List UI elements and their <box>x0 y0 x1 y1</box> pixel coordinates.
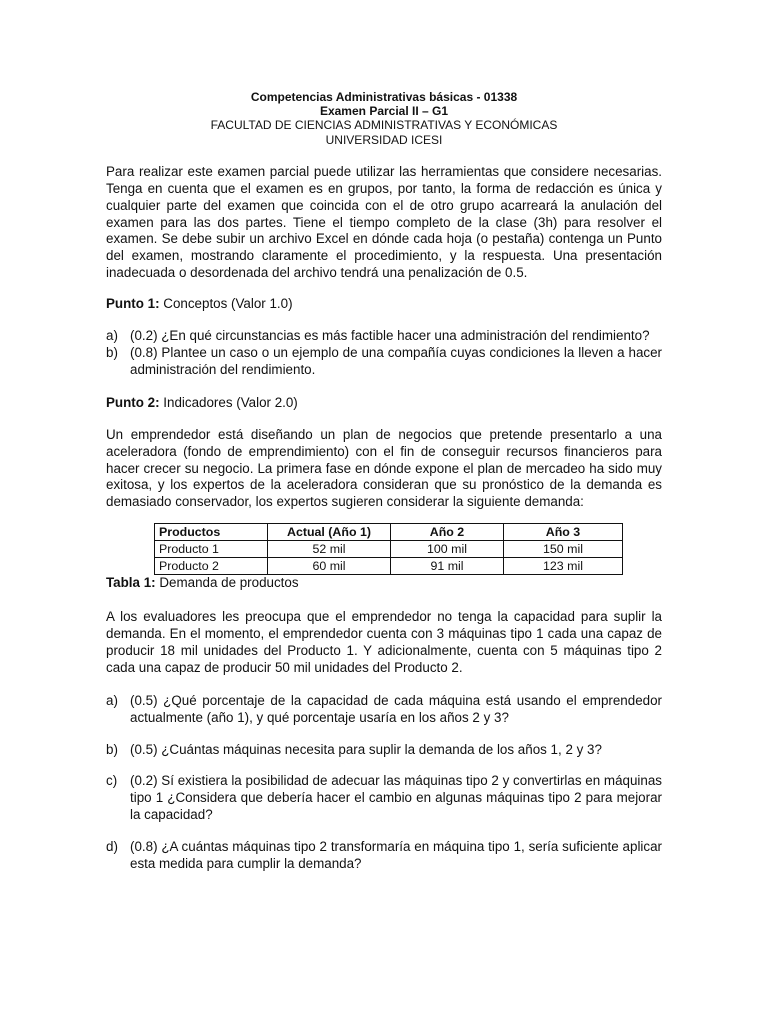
table-cell: 150 mil <box>504 541 623 558</box>
table-cell: 100 mil <box>391 541 504 558</box>
table-header-cell: Año 3 <box>504 524 623 541</box>
question-text: (0.8) ¿A cuántas máquinas tipo 2 transformaría en máquina tipo 1, sería suficiente aplicar esta medida para cumplir la demanda? <box>130 839 662 872</box>
table-cell: Producto 1 <box>155 541 268 558</box>
table-row <box>155 541 623 558</box>
table-cell: 52 mil <box>268 541 391 558</box>
question-letter: a) <box>106 328 118 344</box>
punto1-heading <box>106 296 662 313</box>
table-cell: 91 mil <box>391 558 504 575</box>
punto1-label: Punto 1: <box>106 296 160 312</box>
exam-header <box>106 90 662 147</box>
table-caption-text: Demanda de productos <box>159 575 299 591</box>
table-caption-label: Tabla 1: <box>106 575 156 591</box>
question-letter: b) <box>106 741 118 757</box>
table-row <box>155 558 623 575</box>
punto1-questions <box>106 328 662 379</box>
table-cell: 123 mil <box>504 558 623 575</box>
question-letter: c) <box>106 773 118 789</box>
punto2-paragraph-2: A los evaluadores les preocupa que el emprendedor no tenga la capacidad para suplir la demanda. En el momento, el emprendedor cuenta con 3 máquinas tipo 1 cada una capaz de producir 18 mil unidades del Producto 1. Y adicionalmente, cuenta con 5 máquinas tipo 2 cada una capaz de producir 50 mil unidades del Producto 2. <box>106 609 662 675</box>
question-text: (0.2) ¿En qué circunstancias es más factible hacer una administración del rendimiento? <box>130 328 650 344</box>
list-item <box>106 742 662 759</box>
question-text: (0.2) Sí existiera la posibilidad de adecuar las máquinas tipo 2 y convertirlas en máquinas tipo 1 ¿Considera que debería hacer el cambio en algunas máquinas tipo 2 para mejorar la capacidad? <box>130 773 662 823</box>
punto2-paragraph-1: Un emprendedor está diseñando un plan de negocios que pretende presentarlo a una aceleradora (fondo de emprendimiento) con el fin de conseguir recursos financieros para hacer crecer su negocio. La primera fase en dónde expone el plan de mercadeo ha sido muy exitosa, y los expertos de la aceleradora consideran que su pronóstico de la demanda es demasiado conservador, los expertos sugieren considerar la siguiente demanda: <box>106 426 662 510</box>
table-cell: 60 mil <box>268 558 391 575</box>
table-cell: Producto 2 <box>155 558 268 575</box>
question-letter: d) <box>106 839 118 855</box>
demand-table <box>154 523 623 575</box>
table-header-cell: Actual (Año 1) <box>268 524 391 541</box>
question-text: (0.8) Plantee un caso o un ejemplo de una compañía cuyas condiciones la lleven a hacer administración del rendimiento. <box>130 344 662 377</box>
punto1-title: Conceptos (Valor 1.0) <box>163 296 293 312</box>
question-letter: a) <box>106 692 118 708</box>
question-text: (0.5) ¿Cuántas máquinas necesita para suplir la demanda de los años 1, 2 y 3? <box>130 741 602 757</box>
list-item <box>106 773 662 824</box>
question-letter: b) <box>106 344 118 360</box>
punto2-title: Indicadores (Valor 2.0) <box>163 394 298 410</box>
university-name: UNIVERSIDAD ICESI <box>325 132 443 147</box>
table-header-row <box>155 524 623 541</box>
table-header-cell: Productos <box>155 524 268 541</box>
exam-page <box>106 90 662 873</box>
faculty-name: FACULTAD DE CIENCIAS ADMINISTRATIVAS Y ECONÓMICAS <box>210 118 558 133</box>
intro-paragraph: Para realizar este examen parcial puede utilizar las herramientas que considere necesarias. Tenga en cuenta que el examen es en grupos, por tanto, la forma de redacción es única y cualquier parte del examen que coincida con el de otro grupo acarreará la anulación del examen para las dos partes. Tiene el tiempo completo de la clase (3h) para resolver el examen. Se debe subir un archivo Excel en dónde cada hoja (o pestaña) contenga un Punto del examen, mostrando claramente el procedimiento, y la respuesta. Una presentación inadecuada o desordenada del archivo tendrá una penalización de 0.5. <box>106 163 662 281</box>
list-item <box>106 328 662 345</box>
table-header-cell: Año 2 <box>391 524 504 541</box>
punto2-questions <box>106 693 662 873</box>
list-item <box>106 693 662 727</box>
exam-title: Examen Parcial II – G1 <box>319 104 449 119</box>
punto2-label: Punto 2: <box>106 394 160 410</box>
list-item <box>106 839 662 873</box>
question-text: (0.5) ¿Qué porcentaje de la capacidad de cada máquina está usando el emprendedor actualmente (año 1), y qué porcentaje usaría en los años 2 y 3? <box>130 692 662 725</box>
table-caption <box>106 575 662 592</box>
punto2-heading <box>106 395 662 412</box>
course-title: Competencias Administrativas básicas - 01338 <box>250 90 518 104</box>
list-item <box>106 345 662 379</box>
